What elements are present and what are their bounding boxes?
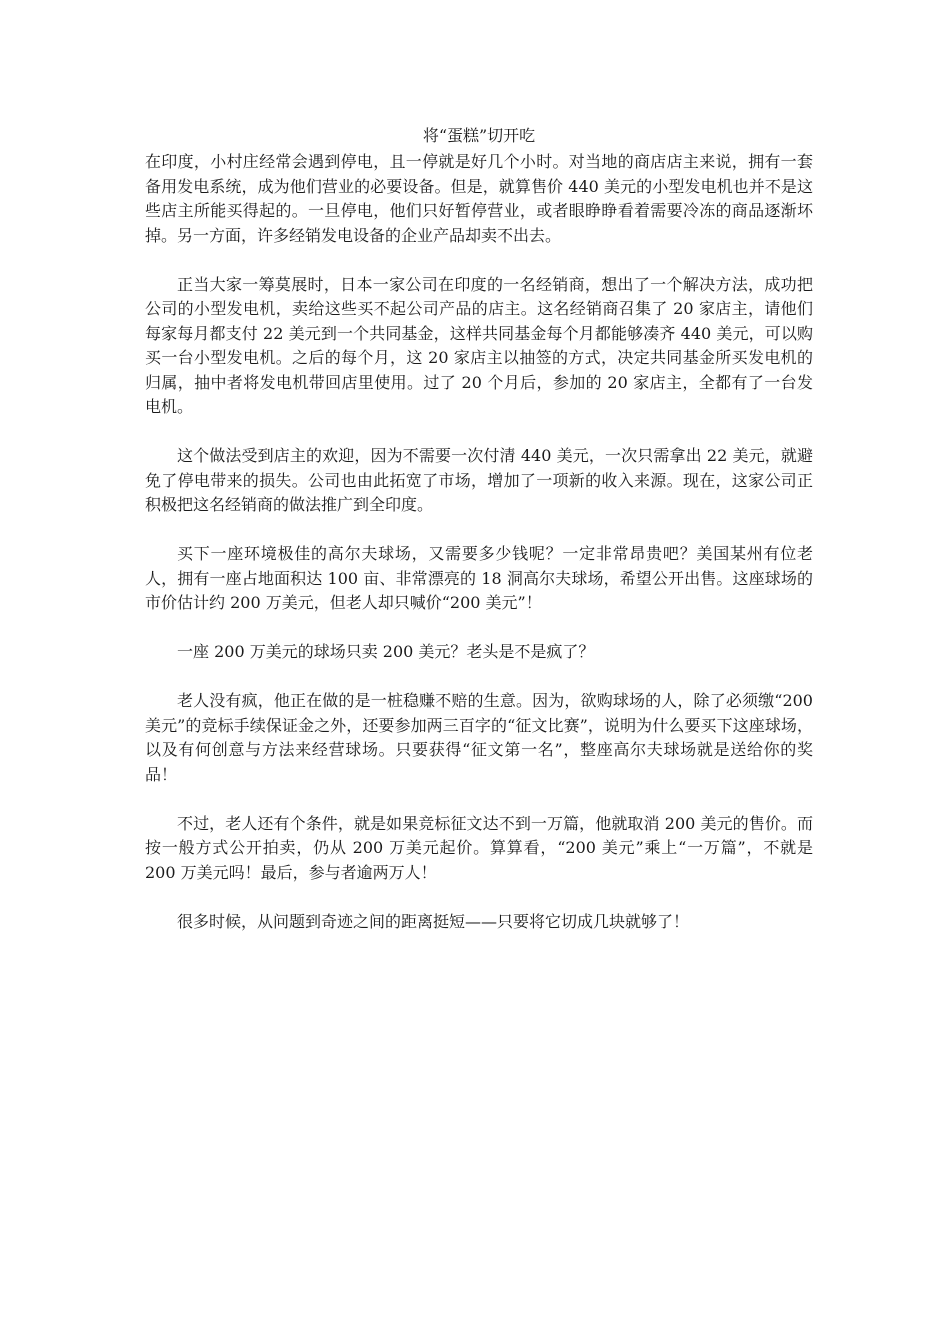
document-title: 将“蛋糕”切开吃 xyxy=(422,126,536,145)
paragraph-2: 正当大家一筹莫展时，日本一家公司在印度的一名经销商，想出了一个解决方法，成功把公司的小型发电机，卖给这些买不起公司产品的店主。这名经销商召集了 20 家店主，请他们每家每月都支付 22 美元到一个共同基金，这样共同基金每个月都能够凑齐 440 美元，可以购买一台小型发电机。之后的每个月，这 20 家店主以抽签的方式，决定共同基金所买发电机的归属，抽中者将发电机带回店里使用。过了 20 个月后，参加的 20 家店主，全都有了一台发电机。 xyxy=(145,274,813,416)
paragraph-6: 老人没有疯，他正在做的是一桩稳赚不赔的生意。因为，欲购球场的人，除了必须缴“200 美元”的竞标手续保证金之外，还要参加两三百字的“征文比赛”，说明为什么要买下这座球场，以及有何创意与方法来经营球场。只要获得“征文第一名”，整座高尔夫球场就是送给你的奖品！ xyxy=(145,691,813,784)
paragraph-1: 在印度，小村庄经常会遇到停电，且一停就是好几个小时。对当地的商店店主来说，拥有一套备用发电系统，成为他们营业的必要设备。但是，就算售价 440 美元的小型发电机也并不是这些店主所能买得起的。一旦停电，他们只好暂停营业，或者眼睁睁看着需要冷冻的商品逐渐坏掉。另一方面，许多经销发电设备的企业产品却卖不出去。 xyxy=(145,152,813,245)
paragraph-5: 一座 200 万美元的球场只卖 200 美元？老头是不是疯了？ xyxy=(177,642,595,661)
paragraph-8: 很多时候，从问题到奇迹之间的距离挺短——只要将它切成几块就够了！ xyxy=(177,911,690,931)
document-body xyxy=(145,124,813,959)
paragraph-7: 不过，老人还有个条件，就是如果竞标征文达不到一万篇，他就取消 200 美元的售价。而按一般方式公开拍卖，仍从 200 万美元起价。算算看，“200 美元”乘上“一万篇”，不就是 200 万美元吗！最后，参与者逾两万人！ xyxy=(145,813,813,882)
paragraph-4: 买下一座环境极佳的高尔夫球场，又需要多少钱呢？一定非常昂贵吧？美国某州有位老人，拥有一座占地面积达 100 亩、非常漂亮的 18 洞高尔夫球场，希望公开出售。这座球场的市价估计约 200 万美元，但老人却只喊价“200 美元”！ xyxy=(145,544,813,612)
paragraph-3: 这个做法受到店主的欢迎，因为不需要一次付清 440 美元，一次只需拿出 22 美元，就避免了停电带来的损失。公司也由此拓宽了市场，增加了一项新的收入来源。现在，这家公司正积极把这名经销商的做法推广到全印度。 xyxy=(145,446,813,514)
